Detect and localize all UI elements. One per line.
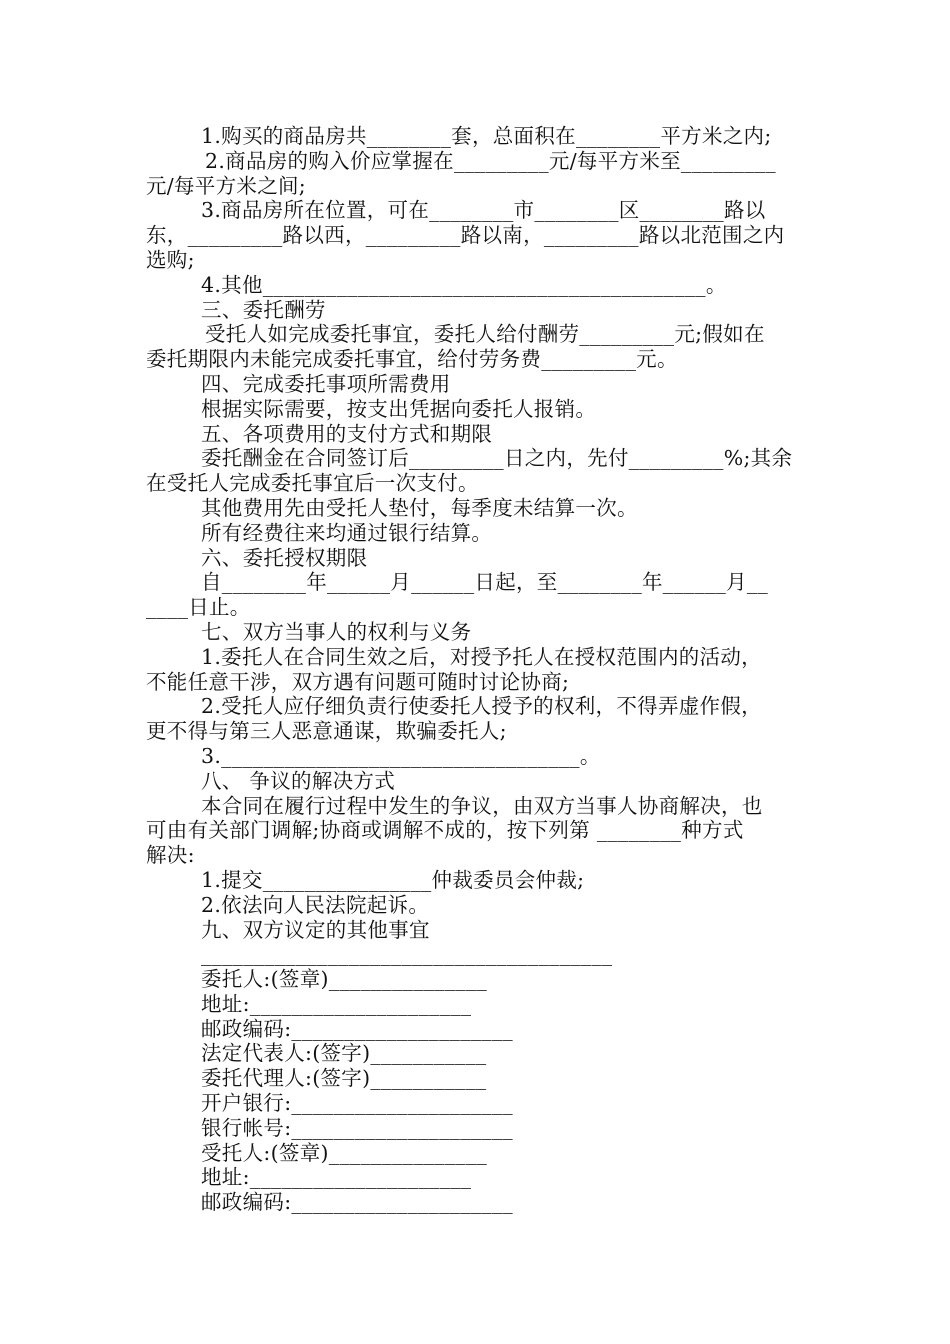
document-line: 4.其他__________________________________________。 — [201, 272, 727, 297]
document-line: 地址:_____________________ — [201, 1165, 472, 1190]
document-line: 2.依法向人民法院起诉。 — [201, 892, 430, 917]
document-line: 开户银行:_____________________ — [201, 1091, 513, 1116]
document-line: 委托代理人:(签字)___________ — [201, 1066, 487, 1091]
document-line: 所有经费往来均通过银行结算。 — [201, 520, 493, 545]
document-line: 地址:_____________________ — [201, 991, 472, 1016]
document-line: 解决: — [146, 843, 195, 868]
document-line: 三、委托酬劳 — [201, 297, 326, 322]
document-line: _______________________________________ — [201, 942, 613, 967]
document-line: 本合同在履行过程中发生的争议，由双方当事人协商解决，也 — [201, 793, 763, 818]
document-line: 1.委托人在合同生效之后，对授予托人在授权范围内的活动， — [201, 644, 762, 669]
document-line: 自________年______月______日起，至________年______月__ — [201, 570, 768, 595]
document-line: 五、各项费用的支付方式和期限 — [201, 421, 493, 446]
document-line: 根据实际需要，按支出凭据向委托人报销。 — [201, 396, 597, 421]
document-line: 更不得与第三人恶意通谋，欺骗委托人; — [146, 719, 507, 744]
document-line: 3.商品房所在位置，可在________市________区________路以 — [201, 198, 766, 223]
document-line: 2.商品房的购入价应掌握在_________元/每平方米至_________ — [205, 148, 776, 173]
document-body — [0, 124, 950, 1215]
document-line: 1.购买的商品房共________套，总面积在________平方米之内; — [201, 124, 772, 148]
document-line: 邮政编码:_____________________ — [201, 1190, 513, 1215]
document-line: 邮政编码:_____________________ — [201, 1016, 513, 1041]
document-line: 受托人如完成委托事宜，委托人给付酬劳_________元;假如在 — [205, 322, 765, 347]
document-line: 东，_________路以西，_________路以南，_________路以北范围之内 — [146, 223, 785, 248]
document-line: 不能任意干涉，双方遇有问题可随时讨论协商; — [146, 669, 570, 694]
document-line: 委托酬金在合同签订后_________日之内，先付_________%;其余 — [201, 446, 793, 471]
document-line: 七、双方当事人的权利与义务 — [201, 619, 472, 644]
document-line: 四、完成委托事项所需费用 — [201, 371, 451, 396]
document-line: 受托人:(签章)_______________ — [201, 1140, 488, 1165]
document-line: 选购; — [146, 247, 195, 272]
document-line: 银行帐号:_____________________ — [201, 1115, 513, 1140]
document-line: 2.受托人应仔细负责行使委托人授予的权利，不得弄虚作假， — [201, 694, 762, 719]
document-line: 九、双方议定的其他事宜 — [201, 917, 430, 942]
document-line: 1.提交________________仲裁委员会仲裁; — [201, 867, 585, 892]
document-line: 法定代表人:(签字)___________ — [201, 1041, 487, 1066]
document-line: 元/每平方米之间; — [146, 173, 307, 198]
document-line: 3.__________________________________。 — [201, 743, 601, 768]
document-line: 八、 争议的解决方式 — [201, 768, 396, 793]
document-line: 其他费用先由受托人垫付，每季度未结算一次。 — [201, 495, 638, 520]
document-line: 委托期限内未能完成委托事宜，给付劳务费_________元。 — [146, 347, 678, 372]
document-line: 在受托人完成委托事宜后一次支付。 — [146, 471, 479, 496]
document-line: ____日止。 — [146, 595, 251, 620]
document-line: 可由有关部门调解;协商或调解不成的，按下列第 ________种方式 — [146, 818, 744, 843]
document-line: 委托人:(签章)_______________ — [201, 967, 488, 992]
document-line: 六、委托授权期限 — [201, 545, 368, 570]
